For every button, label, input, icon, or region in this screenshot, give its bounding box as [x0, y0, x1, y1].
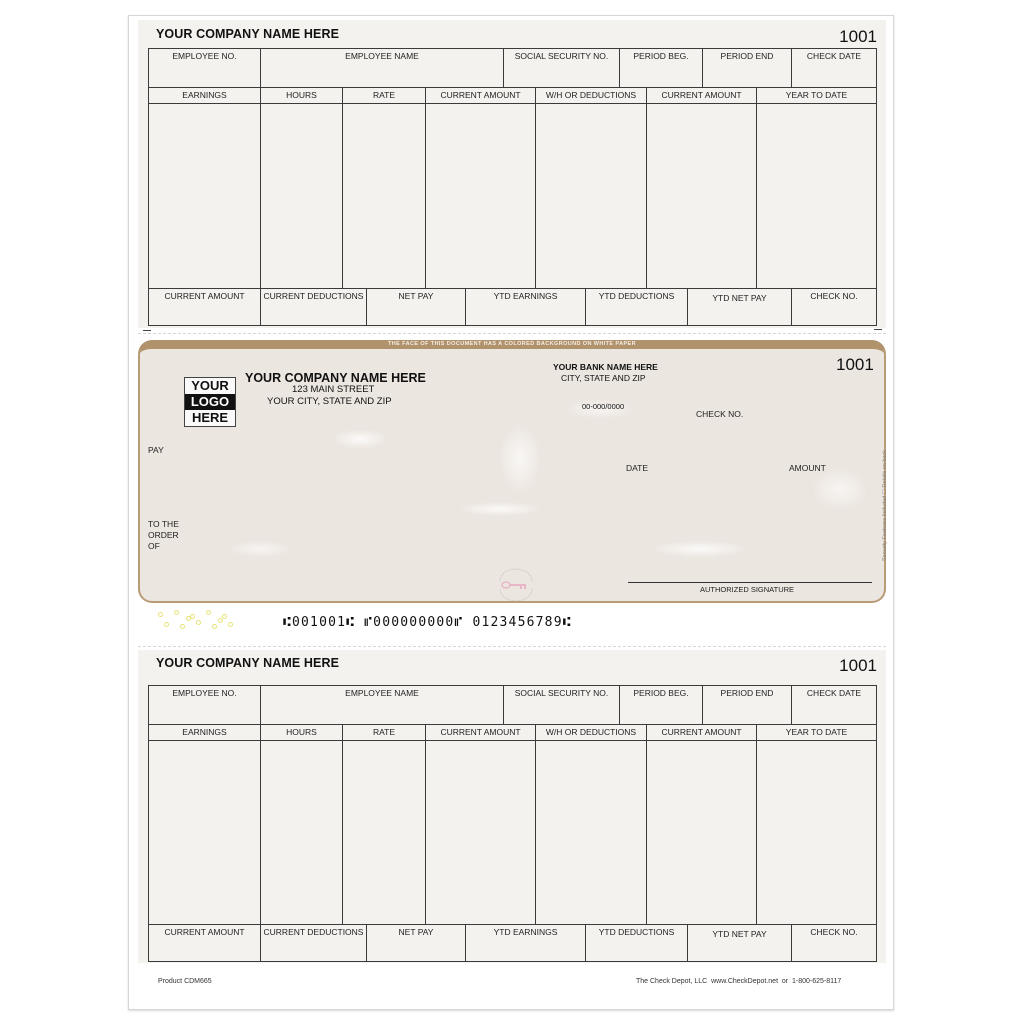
label: CURRENT AMOUNT	[440, 90, 521, 100]
top-current-amount-column[interactable]	[425, 87, 536, 289]
label: RATE	[372, 90, 396, 100]
check-company-city: YOUR CITY, STATE AND ZIP	[267, 396, 392, 407]
label: CURRENT DEDUCTIONS	[263, 927, 364, 937]
label: W/H OR DEDUCTIONS	[545, 727, 637, 737]
label: CURRENT AMOUNT	[661, 727, 742, 737]
label: YTD NET PAY	[712, 293, 767, 303]
signature-line[interactable]	[628, 582, 872, 583]
perforation-mark	[874, 329, 882, 330]
label: PERIOD END	[720, 51, 774, 61]
label: CURRENT AMOUNT	[440, 727, 521, 737]
label: SOCIAL SECURITY NO.	[514, 688, 609, 698]
top-total-check-no[interactable]	[791, 288, 877, 326]
top-employee-no-field[interactable]	[148, 48, 261, 88]
bottom-total-ytd-net-pay[interactable]	[687, 924, 792, 962]
label: W/H OR DEDUCTIONS	[545, 90, 637, 100]
logo-line: LOGO	[185, 394, 235, 410]
bottom-current-amount-column[interactable]	[425, 724, 536, 925]
label: CURRENT AMOUNT	[164, 291, 245, 301]
check-no-label: CHECK NO.	[696, 409, 744, 419]
date-label: DATE	[626, 463, 649, 473]
label: CURRENT DEDUCTIONS	[263, 291, 364, 301]
top-period-beg-field[interactable]	[619, 48, 703, 88]
bottom-rate-column[interactable]	[342, 724, 426, 925]
label: HOURS	[286, 90, 317, 100]
label: EARNINGS	[182, 90, 227, 100]
top-period-end-field[interactable]	[702, 48, 792, 88]
label: EMPLOYEE NAME	[345, 688, 419, 698]
label: CHECK NO.	[810, 291, 858, 301]
check-face	[138, 340, 886, 603]
logo-line: YOUR	[191, 378, 229, 393]
label: YTD EARNINGS	[493, 927, 558, 937]
top-total-net-pay[interactable]	[366, 288, 466, 326]
label: YTD DEDUCTIONS	[598, 291, 675, 301]
label: PERIOD END	[720, 688, 774, 698]
label: YTD DEDUCTIONS	[598, 927, 675, 937]
top-total-current-amount[interactable]	[148, 288, 261, 326]
bottom-total-net-pay[interactable]	[366, 924, 466, 962]
order-line: OF	[148, 541, 160, 551]
label: YEAR TO DATE	[785, 727, 848, 737]
label: EMPLOYEE NO.	[172, 51, 237, 61]
label: YEAR TO DATE	[785, 90, 848, 100]
order-line: TO THE	[148, 519, 179, 529]
authorized-signature-label: AUTHORIZED SIGNATURE	[700, 585, 795, 594]
bottom-stub-check-number: 1001	[839, 656, 877, 675]
label: PERIOD BEG.	[633, 688, 689, 698]
bottom-total-check-no[interactable]	[791, 924, 877, 962]
label: CHECK DATE	[806, 51, 862, 61]
order-line: ORDER	[148, 530, 179, 540]
bottom-period-end-field[interactable]	[702, 685, 792, 725]
top-stub-check-number: 1001	[839, 27, 877, 46]
bottom-check-date-field[interactable]	[791, 685, 877, 725]
company-logo-placeholder	[184, 377, 236, 427]
bottom-total-ytd-deductions[interactable]	[585, 924, 688, 962]
label: NET PAY	[398, 291, 434, 301]
check-company-street: 123 MAIN STREET	[292, 384, 375, 395]
micr-line: ⑆001001⑆ ⑈000000000⑈ 0123456789⑆	[283, 615, 572, 630]
label: CHECK DATE	[806, 688, 862, 698]
bottom-total-current-deductions[interactable]	[260, 924, 367, 962]
security-features-note: Security Features Included ☐ Details on back.	[882, 448, 888, 561]
bottom-total-current-amount[interactable]	[148, 924, 261, 962]
bank-city: CITY, STATE AND ZIP	[561, 373, 646, 383]
bank-name: YOUR BANK NAME HERE	[553, 362, 658, 372]
label: RATE	[372, 727, 396, 737]
routing-fraction: 00-000/0000	[582, 402, 625, 411]
top-earnings-column[interactable]	[148, 87, 261, 289]
top-earnings-header-divider	[148, 103, 877, 104]
colored-background-notice: THE FACE OF THIS DOCUMENT HAS A COLORED BACKGROUND ON WHITE PAPER	[388, 341, 636, 347]
bottom-hours-column[interactable]	[260, 724, 343, 925]
top-total-current-deductions[interactable]	[260, 288, 367, 326]
logo-line: HERE	[191, 410, 229, 425]
label: EMPLOYEE NAME	[345, 51, 419, 61]
bottom-employee-name-field[interactable]	[260, 685, 504, 725]
perforation-line-bottom	[138, 646, 886, 647]
check-company-name: YOUR COMPANY NAME HERE	[245, 371, 426, 385]
perforation-mark	[143, 330, 151, 331]
payee-field[interactable]	[190, 509, 610, 539]
top-total-ytd-net-pay[interactable]	[687, 288, 792, 326]
bottom-wh-deductions-column[interactable]	[535, 724, 647, 925]
label: NET PAY	[398, 927, 434, 937]
perforation-line-top	[138, 333, 886, 334]
top-year-to-date-column[interactable]	[756, 87, 877, 289]
bottom-period-beg-field[interactable]	[619, 685, 703, 725]
amount-label: AMOUNT	[789, 463, 826, 473]
heat-sensitive-seal-icon	[494, 567, 538, 601]
vendor-info: The Check Depot, LLC www.CheckDepot.net or 1-800-625-8117	[636, 978, 842, 985]
label: EARNINGS	[182, 727, 227, 737]
top-total-ytd-deductions[interactable]	[585, 288, 688, 326]
top-ssn-field[interactable]	[503, 48, 620, 88]
bottom-year-to-date-column[interactable]	[756, 724, 877, 925]
label: CHECK NO.	[810, 927, 858, 937]
top-employee-name-field[interactable]	[260, 48, 504, 88]
pay-label: PAY	[148, 445, 164, 455]
order-label	[148, 519, 179, 552]
bottom-ssn-field[interactable]	[503, 685, 620, 725]
product-code: Product CDM665	[158, 978, 212, 985]
bottom-stub-company-name: YOUR COMPANY NAME HERE	[156, 656, 340, 670]
top-current-amount-2-column[interactable]	[646, 87, 757, 289]
top-total-ytd-earnings[interactable]	[465, 288, 586, 326]
label: PERIOD BEG.	[633, 51, 689, 61]
bottom-earnings-header-divider	[148, 740, 877, 741]
label: HOURS	[286, 727, 317, 737]
top-wh-deductions-column[interactable]	[535, 87, 647, 289]
bottom-current-amount-2-column[interactable]	[646, 724, 757, 925]
label: CURRENT AMOUNT	[164, 927, 245, 937]
hologram-dots-icon	[156, 610, 236, 632]
top-rate-column[interactable]	[342, 87, 426, 289]
bottom-total-ytd-earnings[interactable]	[465, 924, 586, 962]
top-stub-company-name: YOUR COMPANY NAME HERE	[156, 27, 340, 41]
label: SOCIAL SECURITY NO.	[514, 51, 609, 61]
label: CURRENT AMOUNT	[661, 90, 742, 100]
top-hours-column[interactable]	[260, 87, 343, 289]
bottom-earnings-column[interactable]	[148, 724, 261, 925]
label: YTD NET PAY	[712, 929, 767, 939]
bottom-employee-no-field[interactable]	[148, 685, 261, 725]
label: YTD EARNINGS	[493, 291, 558, 301]
top-check-date-field[interactable]	[791, 48, 877, 88]
check-number: 1001	[836, 355, 874, 374]
label: EMPLOYEE NO.	[172, 688, 237, 698]
